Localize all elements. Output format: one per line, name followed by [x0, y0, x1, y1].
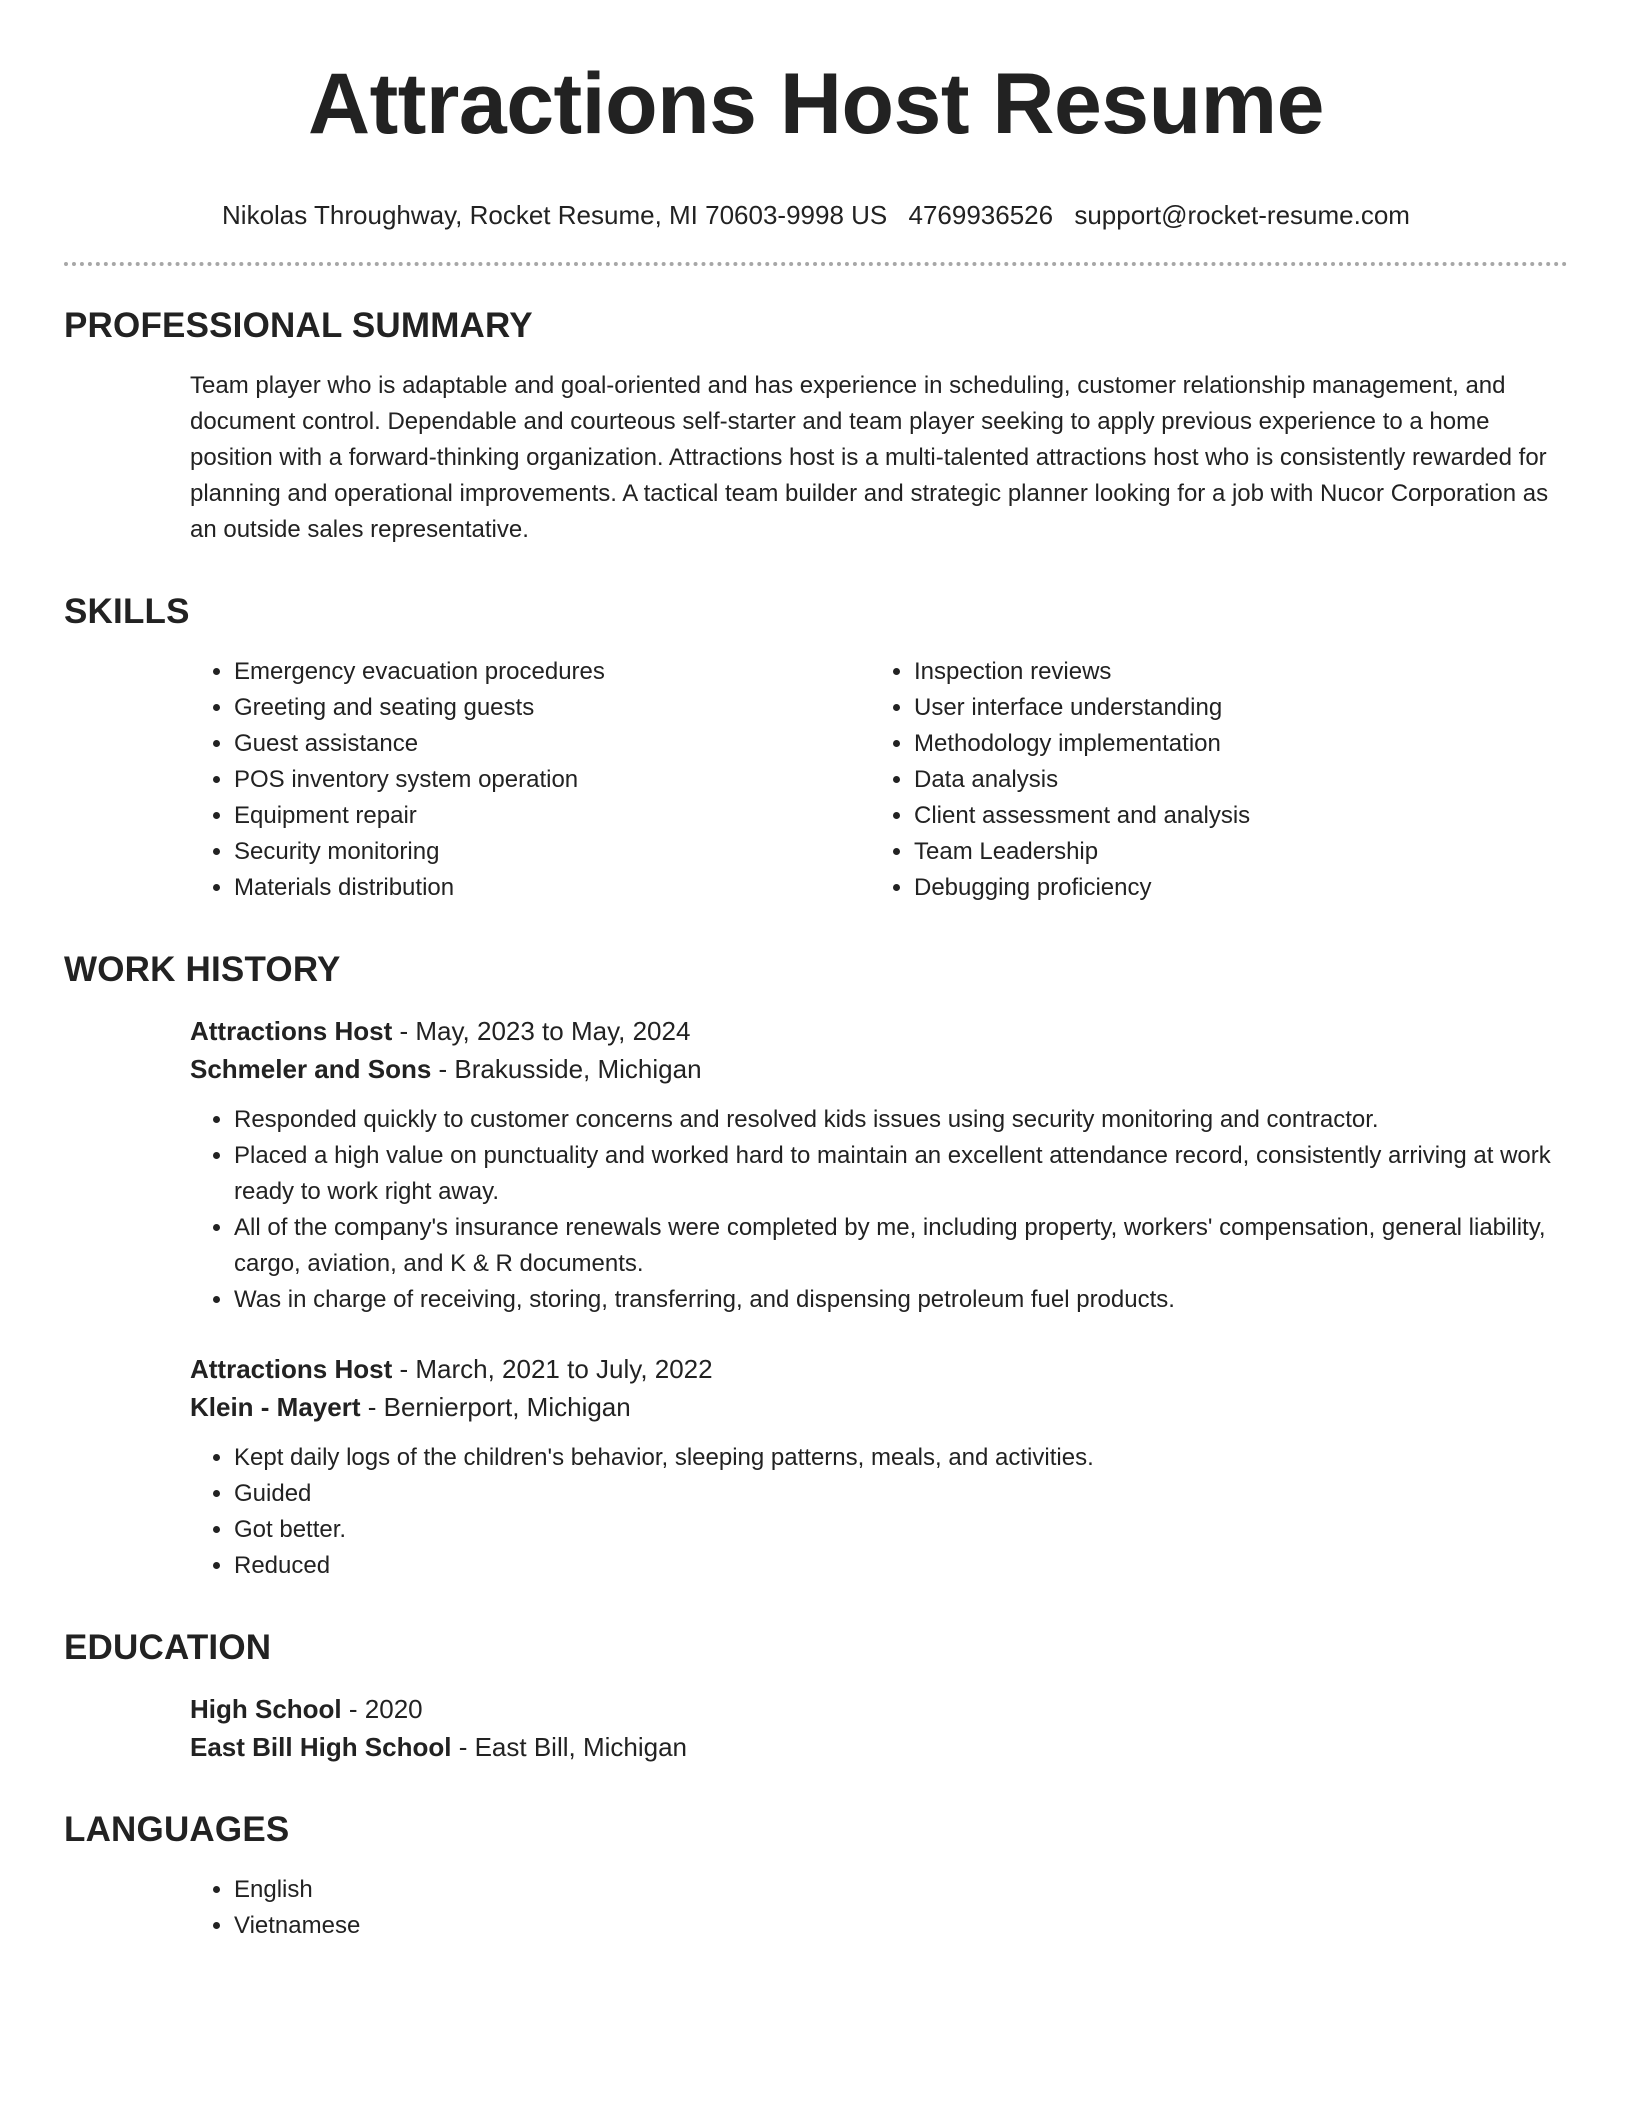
skill-item: • Emergency evacuation procedures: [234, 654, 870, 690]
skill-item: • Security monitoring: [234, 834, 870, 870]
education-year: - 2020: [341, 1694, 423, 1724]
work-history-heading: WORK HISTORY: [64, 950, 341, 989]
job-entry: [190, 1350, 1568, 1584]
languages-list: [190, 1872, 1568, 1944]
education-school-line: [190, 1728, 1568, 1766]
summary-section: [64, 304, 1568, 548]
job-duties: [190, 1102, 1568, 1318]
education-degree: High School: [190, 1694, 342, 1724]
education-body: [190, 1690, 1568, 1766]
job-location: - Bernierport, Michigan: [360, 1392, 631, 1422]
job-company: Schmeler and Sons: [190, 1054, 432, 1084]
work-history-body: [190, 1012, 1568, 1584]
contact-phone: 4769936526: [908, 200, 1054, 230]
summary-heading: PROFESSIONAL SUMMARY: [64, 306, 533, 345]
language-item: • Vietnamese: [234, 1908, 1568, 1944]
skill-item: • Guest assistance: [234, 726, 870, 762]
job-company-line: [190, 1388, 1568, 1426]
education-school: East Bill High School: [190, 1732, 452, 1762]
job-duty: • Placed a high value on punctuality and worked hard to maintain an excellent attendance record, consistently arriving at work ready to work right away.: [234, 1138, 1568, 1210]
skill-item: • Equipment repair: [234, 798, 870, 834]
education-degree-line: [190, 1690, 1568, 1728]
page-title: Attractions Host Resume: [308, 56, 1324, 152]
skill-item: • Inspection reviews: [914, 654, 1568, 690]
job-duty: • Got better.: [234, 1512, 1568, 1548]
skill-item: • POS inventory system operation: [234, 762, 870, 798]
education-heading: EDUCATION: [64, 1628, 272, 1667]
job-dates: - May, 2023 to May, 2024: [392, 1016, 691, 1046]
skill-item: • User interface understanding: [914, 690, 1568, 726]
summary-body: [190, 368, 1568, 548]
job-duty: • Responded quickly to customer concerns and resolved kids issues using security monitoring and contractor.: [234, 1102, 1568, 1138]
job-dates: - March, 2021 to July, 2022: [392, 1354, 713, 1384]
job-company: Klein - Mayert: [190, 1392, 361, 1422]
job-duty: • All of the company's insurance renewals were completed by me, including property, workers' compensation, general liability, cargo, aviation, and K & R documents.: [234, 1210, 1568, 1282]
skill-item: • Greeting and seating guests: [234, 690, 870, 726]
skill-item: • Debugging proficiency: [914, 870, 1568, 906]
job-entry: [190, 1012, 1568, 1318]
skill-item: • Client assessment and analysis: [914, 798, 1568, 834]
summary-text: Team player who is adaptable and goal-oriented and has experience in scheduling, customer relationship management, and document control. Dependable and courteous self-starter and team player seeking to apply previous experience to a home position with a forward-thinking organization. Attractions host is a multi-talented attractions host who is consistently rewarded for planning and operational improvements. A tactical team builder and strategic planner looking for a job with Nucor Corporation as an outside sales representative.: [190, 372, 1549, 543]
skills-list-right: [870, 654, 1568, 906]
job-company-line: [190, 1050, 1568, 1088]
contact-address: Nikolas Throughway, Rocket Resume, MI 70603-9998 US: [222, 200, 888, 230]
skills-grid: [190, 654, 1568, 906]
job-duty: • Guided: [234, 1476, 1568, 1512]
job-duty: • Reduced: [234, 1548, 1568, 1584]
job-duties: [190, 1440, 1568, 1584]
languages-section: [64, 1808, 1568, 1944]
contact-info: [64, 198, 1568, 232]
job-title-line: [190, 1350, 1568, 1388]
work-history-section: [64, 948, 1568, 1584]
languages-heading: LANGUAGES: [64, 1810, 290, 1849]
skill-item: • Team Leadership: [914, 834, 1568, 870]
skill-item: • Data analysis: [914, 762, 1568, 798]
education-section: [64, 1626, 1568, 1766]
skills-section: [64, 590, 1568, 906]
skill-item: • Methodology implementation: [914, 726, 1568, 762]
contact-email: support@rocket-resume.com: [1074, 200, 1410, 230]
skills-list-left: [190, 654, 870, 906]
job-duty: • Kept daily logs of the children's behavior, sleeping patterns, meals, and activities.: [234, 1440, 1568, 1476]
job-duty: • Was in charge of receiving, storing, transferring, and dispensing petroleum fuel products.: [234, 1282, 1568, 1318]
languages-body: [190, 1872, 1568, 1944]
language-item: • English: [234, 1872, 1568, 1908]
job-title: Attractions Host: [190, 1354, 393, 1384]
job-title-line: [190, 1012, 1568, 1050]
skill-item: • Materials distribution: [234, 870, 870, 906]
job-location: - Brakusside, Michigan: [431, 1054, 702, 1084]
skills-heading: SKILLS: [64, 592, 190, 631]
job-title: Attractions Host: [190, 1016, 393, 1046]
header-divider: [64, 262, 1568, 266]
education-location: - East Bill, Michigan: [451, 1732, 688, 1762]
